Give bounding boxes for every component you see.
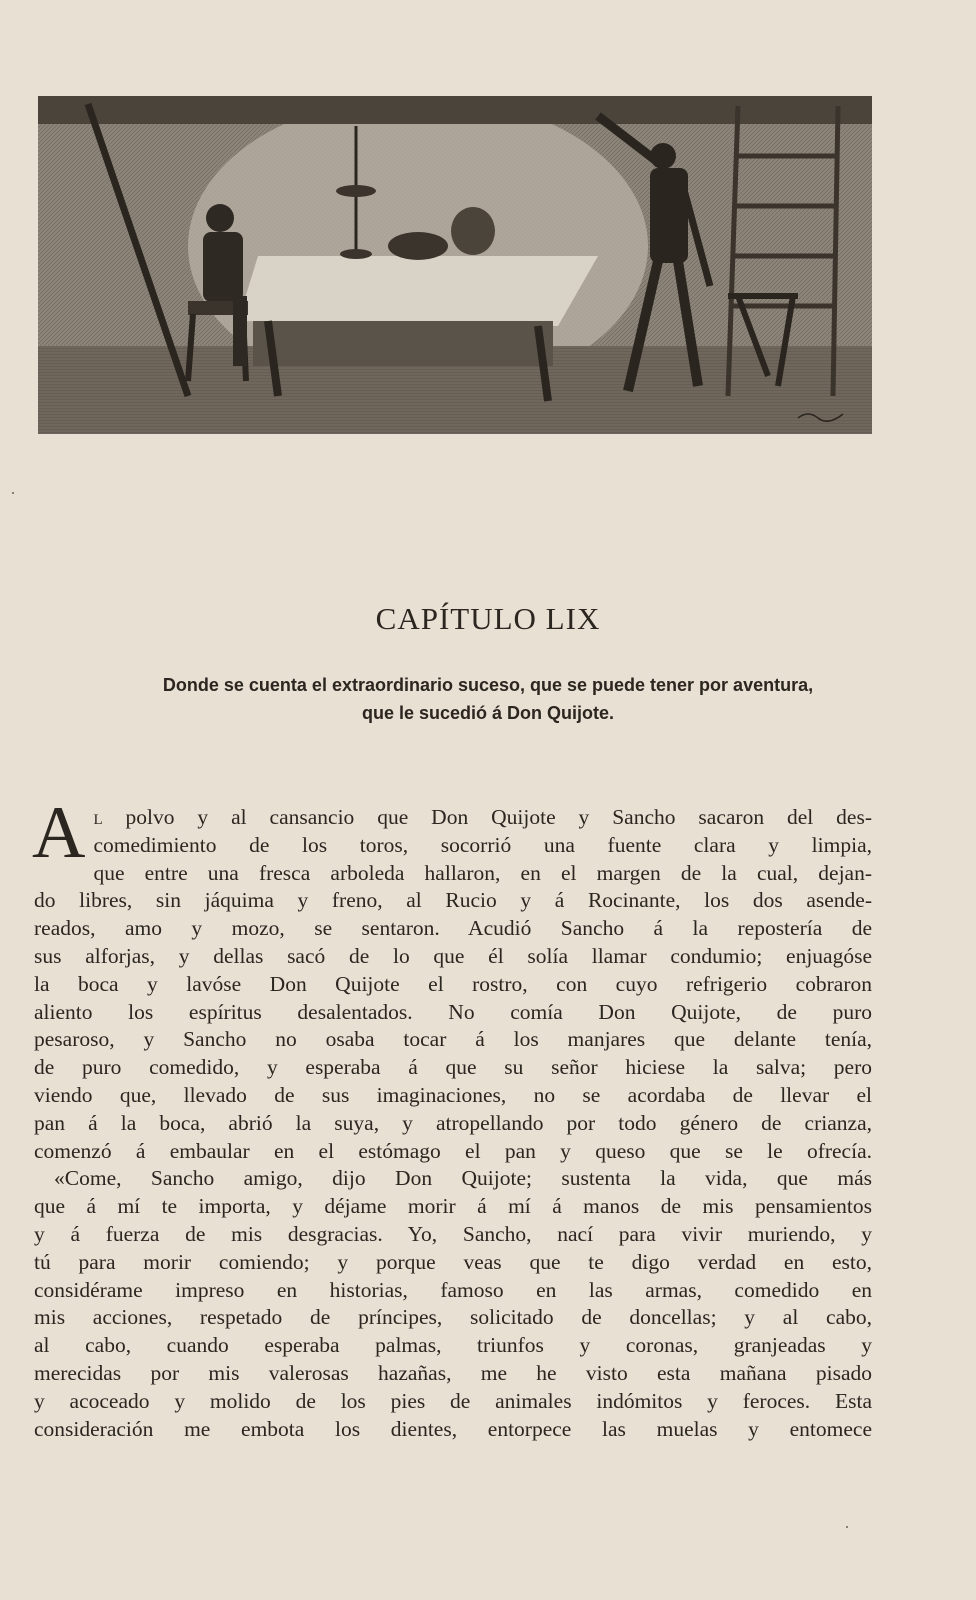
paper-speck xyxy=(846,1526,848,1528)
chapter-illustration xyxy=(38,96,872,434)
chapter-subtitle-line-2: que le sucedió á Don Quijote. xyxy=(361,703,615,723)
text-line: consideración me embota los dientes, entorpece las muelas y entomece xyxy=(34,1416,872,1441)
first-word-rest: l xyxy=(93,805,103,829)
text-line: sus alforjas, y dellas sacó de lo que él solía llamar condumio; enjuagóse xyxy=(34,943,872,968)
text-line: pan á la boca, abrió la suya, y atropellando por todo género de crianza, xyxy=(34,1110,872,1135)
text-line: comenzó á embaular en el estómago el pan y queso que se le ofrecía. xyxy=(34,1138,872,1163)
text-line: de puro comedido, y esperaba á que su señor hiciese la salva; pero xyxy=(34,1055,872,1080)
text-line: reados, amo y mozo, se sentaron. Acudió Sancho á la repostería de xyxy=(34,916,872,941)
chapter-subtitle xyxy=(40,671,936,727)
paper-speck xyxy=(12,492,14,494)
text-line: aliento los espíritus desalentados. No comía Don Quijote, de puro xyxy=(34,999,872,1024)
text-line: y á fuerza de mis desgracias. Yo, Sancho, nací para vivir muriendo, y xyxy=(34,1221,872,1246)
text-line: la boca y lavóse Don Quijote el rostro, con cuyo refrigerio cobraron xyxy=(34,971,872,996)
text-line: viendo que, llevado de sus imaginaciones, no se acordaba de llevar el xyxy=(34,1082,872,1107)
text-line: tú para morir comiendo; y porque veas que te digo verdad en esto, xyxy=(34,1249,872,1274)
text-line: considérame impreso en historias, famoso en las armas, comedido en xyxy=(34,1277,872,1302)
text-line: do libres, sin jáquima y freno, al Rucio y á Rocinante, los dos asende- xyxy=(34,888,872,913)
text-line: que á mí te importa, y déjame morir á mí á manos de mis pensamientos xyxy=(34,1194,872,1219)
text-line: pesaroso, y Sancho no osaba tocar á los manjares que delante tenía, xyxy=(34,1027,872,1052)
text-line: que entre una fresca arboleda hallaron, en el margen de la cual, dejan- xyxy=(93,860,872,885)
engraving-image xyxy=(38,96,872,434)
chapter-body xyxy=(32,792,872,1443)
chapter-subtitle-line-1: Donde se cuenta el extraordinario suceso, que se puede tener por aventura, xyxy=(162,675,814,695)
text-line: l polvo y al cansancio que Don Quijote y Sancho sacaron del des- xyxy=(93,805,872,829)
chapter-title: CAPÍTULO LIX xyxy=(375,601,601,636)
text-line: al cabo, cuando esperaba palmas, triunfos y coronas, granjeadas y xyxy=(34,1333,872,1358)
text-line: comedimiento de los toros, socorrió una fuente clara y limpia, xyxy=(93,832,872,857)
text-line: y acoceado y molido de los pies de animales indómitos y feroces. Esta xyxy=(34,1388,872,1413)
text-line: merecidas por mis valerosas hazañas, me he visto esta mañana pisado xyxy=(34,1360,872,1385)
text-line: «Come, Sancho amigo, dijo Don Quijote; sustenta la vida, que más xyxy=(54,1166,872,1191)
text-line: mis acciones, respetado de príncipes, solicitado de doncellas; y al cabo, xyxy=(34,1305,872,1330)
drop-cap: A xyxy=(32,792,86,874)
